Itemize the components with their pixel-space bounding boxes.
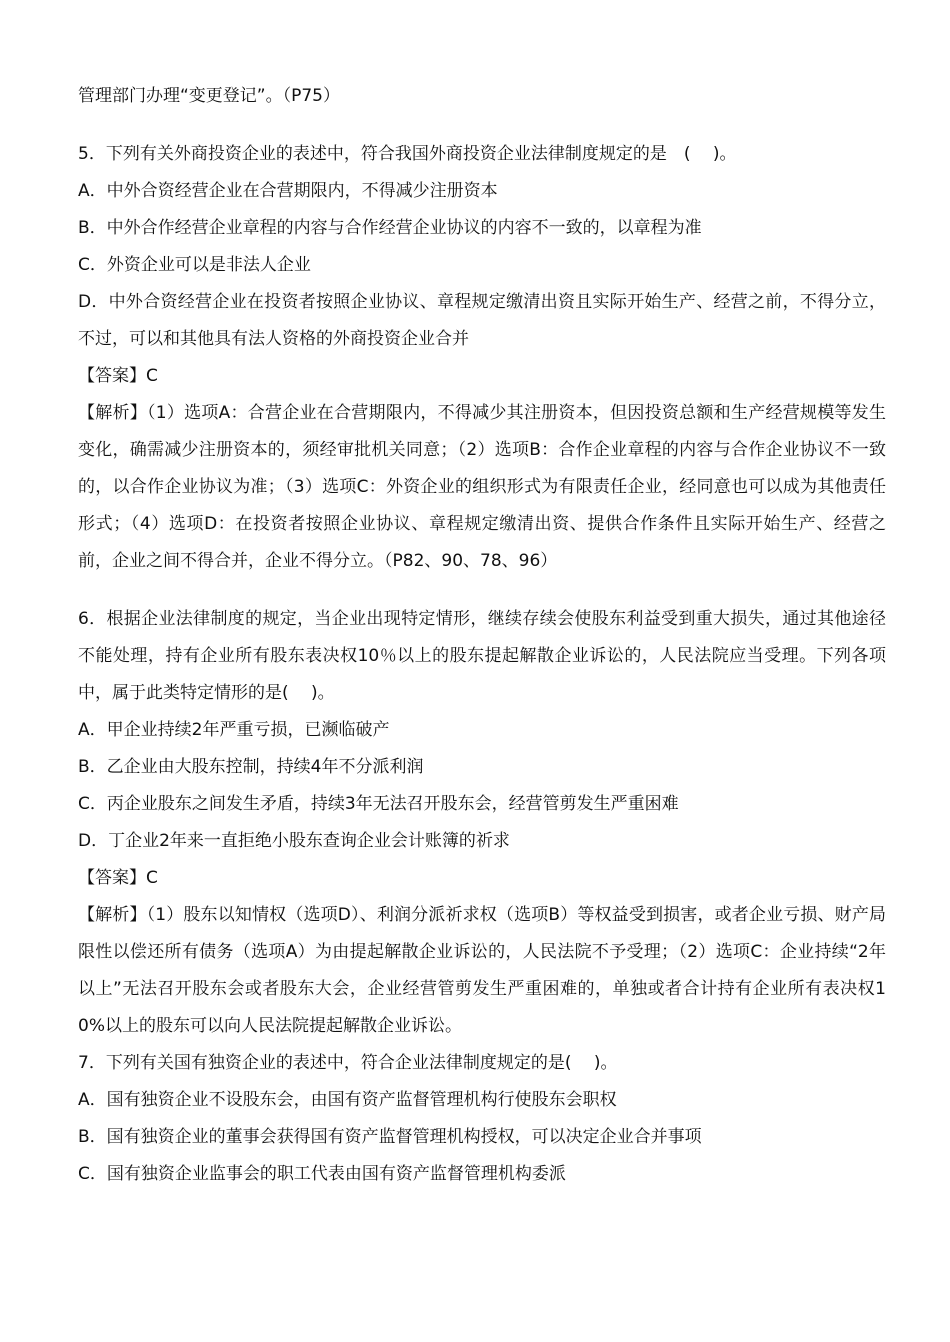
question-7-option-a: A．国有独资企业不设股东会，由国有资产监督管理机构行使股东会职权 <box>78 1090 617 1110</box>
question-5-analysis: 【解析】（1）选项A：合营企业在合营期限内，不得减少其注册资本，但因投资总额和生产经营规模等发生变化，确需减少注册资本的，须经审批机关同意；（2）选项B：合作企业章程的内容与合作企业协议不一致的，以合作企业协议为准；（3）选项C：外资企业的组织形式为有限责任企业，经同意也可以成为其他责任形式；（4）选项D：在投资者按照企业协议、章程规定缴清出资、提供合作条件且实际开始生产、经营之前，企业之间不得合并，企业不得分立。（P82、90、78、96） <box>78 403 886 571</box>
spacer <box>78 115 886 136</box>
question-6-option-c: C．丙企业股东之间发生矛盾，持续3年无法召开股东会，经营管剪发生严重困难 <box>78 794 679 814</box>
question-6-analysis: 【解析】（1）股东以知情权（选项D）、利润分派祈求权（选项B）等权益受到损害，或者企业亏损、财产局限性以偿还所有债务（选项A）为由提起解散企业诉讼的，人民法院不予受理；（2）选项C：企业持续“2年以上”无法召开股东会或者股东大会，企业经营管剪发生严重困难的，单独或者合计持有企业所有表决权10%以上的股东可以向人民法院提起解散企业诉讼。 <box>78 905 886 1036</box>
question-5-option-c: C．外资企业可以是非法人企业 <box>78 255 311 275</box>
question-6-option-d: D．丁企业2年来一直拒绝小股东查询企业会计账簿的祈求 <box>78 831 510 851</box>
document-page <box>78 78 886 1193</box>
question-6-stem: 6．根据企业法律制度的规定，当企业出现特定情形，继续存续会使股东利益受到重大损失，通过其他途径不能处理，持有企业所有股东表决权10％以上的股东提起解散企业诉讼的，人民法院应当受理。下列各项中，属于此类特定情形的是( )。 <box>78 609 886 703</box>
question-5-stem: 5．下列有关外商投资企业的表述中，符合我国外商投资企业法律制度规定的是 ( )。 <box>78 144 737 164</box>
question-5-option-a: A．中外合资经营企业在合营期限内，不得减少注册资本 <box>78 181 498 201</box>
question-7-option-c: C．国有独资企业监事会的职工代表由国有资产监督管理机构委派 <box>78 1164 566 1184</box>
question-5-option-b: B．中外合作经营企业章程的内容与合作经营企业协议的内容不一致的，以章程为准 <box>78 218 702 238</box>
question-6-option-b: B．乙企业由大股东控制，持续4年不分派利润 <box>78 757 424 777</box>
question-6-answer: 【答案】C <box>78 868 158 888</box>
question-5-option-d: D．中外合资经营企业在投资者按照企业协议、章程规定缴清出资且实际开始生产、经营之前，不得分立，不过，可以和其他具有法人资格的外商投资企业合并 <box>78 292 886 349</box>
question-7-stem: 7．下列有关国有独资企业的表述中，符合企业法律制度规定的是( )。 <box>78 1053 618 1073</box>
question-5-answer: 【答案】C <box>78 366 158 386</box>
question-7-option-b: B．国有独资企业的董事会获得国有资产监督管理机构授权，可以决定企业合并事项 <box>78 1127 702 1147</box>
intro-line: 管理部门办理“变更登记”。（P75） <box>78 86 340 106</box>
question-6 <box>78 601 886 1045</box>
question-6-option-a: A．甲企业持续2年严重亏损，已濒临破产 <box>78 720 390 740</box>
question-5 <box>78 136 886 580</box>
question-7 <box>78 1045 886 1193</box>
spacer <box>78 580 886 601</box>
